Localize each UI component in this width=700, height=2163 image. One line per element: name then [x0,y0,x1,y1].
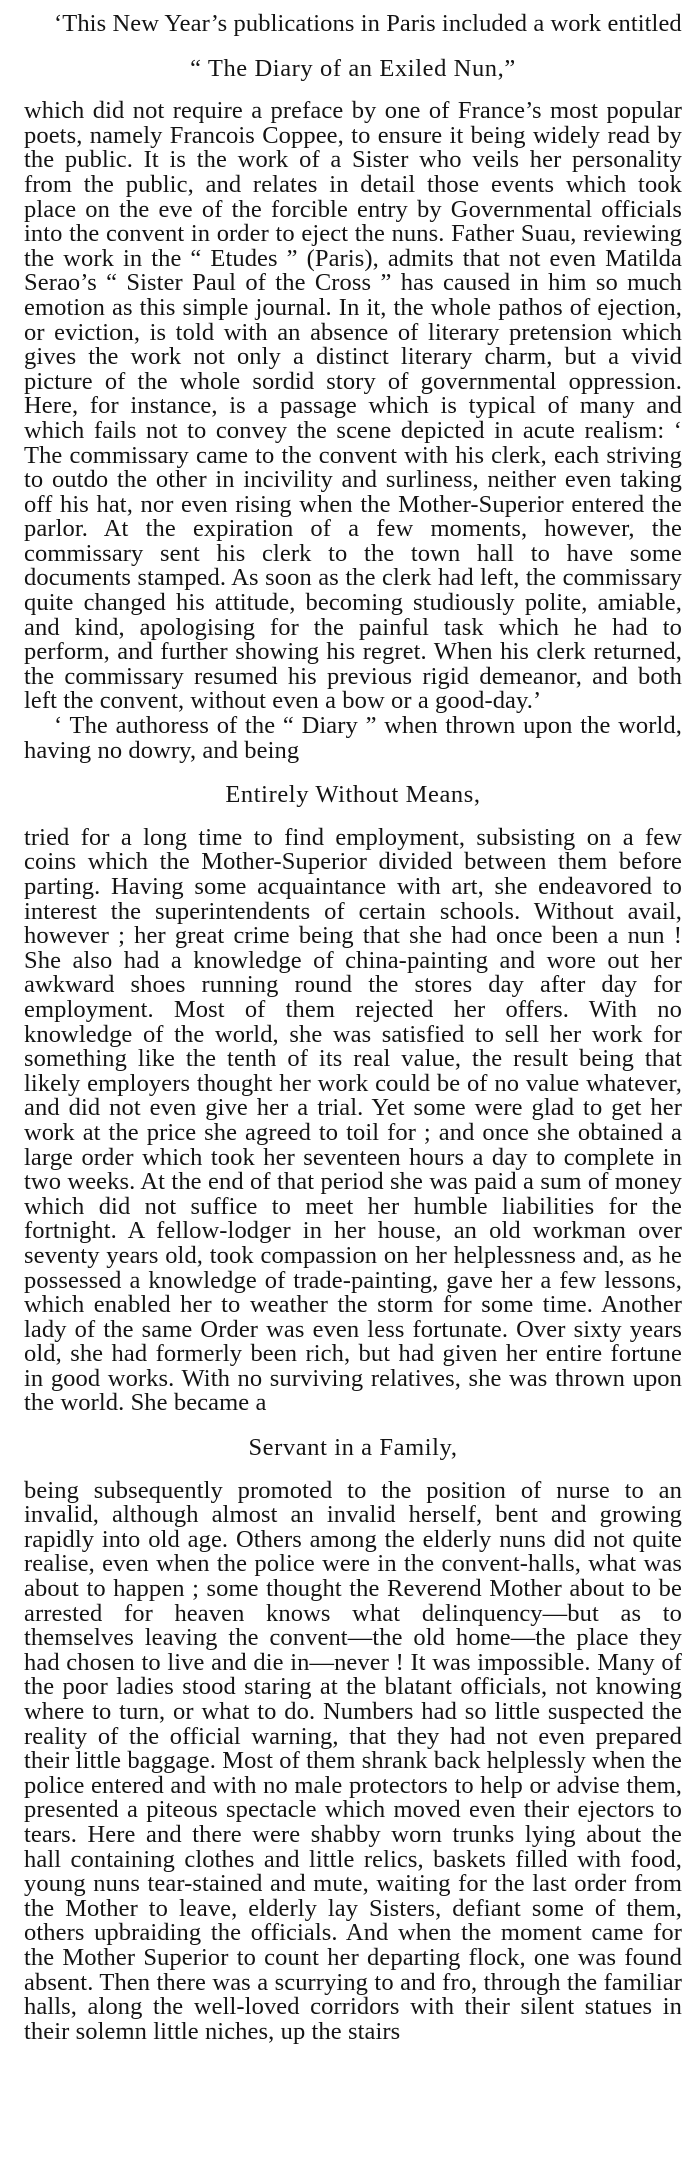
body-paragraph-2: ‘ The authoress of the “ Diary ” when thrown upon the world, having no dowry, and being [24,712,682,764]
body-paragraph-1: which did not require a preface by one of France’s most popular poets, namely Francois Coppee, to ensure it being widely read by the public. It is the work of a Sister who veils her personality from the public, and relates in detail those events which took place on the eve of the forcible entry by Governmental officials into the convent in order to eject the nuns. Father Suau, reviewing the work in the “ Etudes ” (Paris), admits that not even Matilda Serao’s “ Sister Paul of the Cross ” has caused in him so much emotion as this simple journal. In it, the whole pathos of ejection, or eviction, is told with an absence of literary pretension which gives the work not only a distinct literary charm, but a vivid picture of the whole sordid story of governmental oppression. Here, for instance, is a passage which is typical of many and which fails not to convey the scene depicted in acute realism: ‘ The commissary came to the convent with his clerk, each striving to outdo the other in incivility and surliness, neither even taking off his hat, nor even rising when the Mother-Superior entered the parlor. At the expiration of a few moments, however, the commissary sent his clerk to the town hall to have some documents stamped. As soon as the clerk had left, the commissary quite changed his attitude, becoming studiously polite, amiable, and kind, apologising for the painful task which he had to perform, and further showing his regret. When his clerk returned, the commissary resumed his previous rigid demeanor, and both left the convent, without even a bow or a good-day.’ [24,97,682,715]
intro-paragraph: ‘This New Year’s publications in Paris included a work entitled [54,10,682,37]
body-paragraph-4: being subsequently promoted to the position of nurse to an invalid, although almost an invalid herself, bent and growing rapidly into old age. Others among the elderly nuns did not quite realise, even when the police were in the convent-halls, what was about to happen ; some thought the Reverend Mother about to be arrested for heaven knows what delinquency—but as to themselves leaving the convent—the old home—the place they had chosen to live and die in—never ! It was impossible. Many of the poor ladies stood staring at the blatant officials, not knowing where to turn, or what to do. Numbers had so little suspected the reality of the official warning, that they had not even prepared their little baggage. Most of them shrank back helplessly when the police entered and with no male protectors to help or advise them, presented a piteous spectacle which moved even their ejectors to tears. Here and there were shabby worn trunks lying about the hall containing clothes and little relics, baskets filled with food, young nuns tear-stained and mute, waiting for the last order from the Mother to leave, elderly lay Sisters, defiant some of them, others upbraiding the officials. And when the moment came for the Mother Superior to count her departing flock, one was found absent. Then there was a scurrying to and fro, through the familiar halls, along the well-loved corridors with their silent statues in their solemn little niches, up the stairs [24,1476,682,2045]
subheading-servant: Servant in a Family, [248,1434,458,1462]
body-paragraph-3: tried for a long time to find employment, subsisting on a few coins which the Mother-Superior divided between them before parting. Having some acquaintance with art, she endeavored to interest the superintendents of certain schools. Without avail, however ; her great crime being that she had once been a nun ! She also had a knowledge of china-painting and wore out her awkward shoes running round the stores day after day for employment. Most of them rejected her offers. With no knowledge of the world, she was satisfied to sell her work for something like the tenth of its real value, the result being that likely employers thought her work could be of no value whatever, and did not even give her a trial. Yet some were glad to get her work at the price she agreed to toil for ; and once she obtained a large order which took her seventeen hours a day to complete in two weeks. At the end of that period she was paid a sum of money which did not suffice to meet her humble liabilities for the fortnight. A fellow-lodger in her house, an old workman over seventy years old, took compassion on her helplessness and, as he possessed a knowledge of trade-painting, gave her a few lessons, which enabled her to weather the storm for some time. Another lady of the same Order was even less fortunate. Over sixty years old, she had formerly been rich, but had given her entire fortune in good works. With no surviving relatives, she was thrown upon the world. She became a [24,823,682,1417]
subheading-without-means: Entirely Without Means, [225,781,481,809]
subheading-diary-title: “ The Diary of an Exiled Nun,” [190,54,516,82]
